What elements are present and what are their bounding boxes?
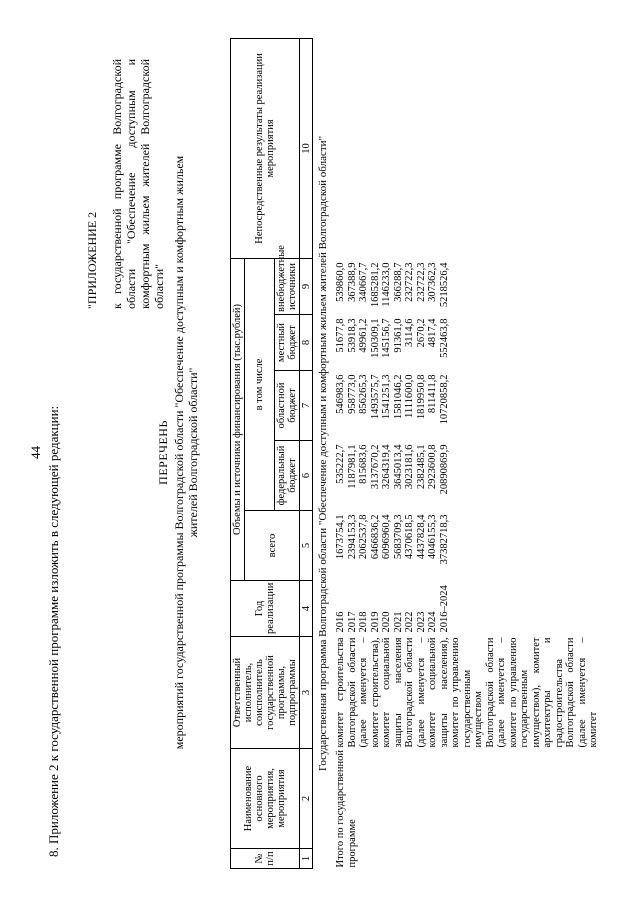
header-federal: федеральный бюджет [275,441,300,511]
year-value: 2022 [404,611,415,633]
header-num: № п/п [231,849,300,869]
local-column [332,315,601,371]
local-value: 53918,3 [346,318,358,353]
header-offbudget: внебюджетные источники [275,258,300,314]
total-label: Итого по государственной программе [335,749,358,868]
regional-value: 1493575,7 [369,374,381,420]
col-number: 10 [300,38,313,258]
local-value: 552463,8 [438,318,450,358]
appendix-subtitle: к государственной программе Волгоградской области "Обеспечение доступным и комфортным жильем жителей Волгоградской области" [110,59,166,309]
federal-value: 2923600,8 [427,444,438,490]
year-value: 2017 [346,611,358,633]
federal-value: 1187981,1 [346,444,358,489]
federal-value: 3264319,4 [381,444,392,490]
header-total: всего [245,511,300,581]
header-regional: областной бюджет [275,371,300,441]
offbudget-value: 1685281,2 [369,262,381,308]
year-value: 2020 [381,611,392,633]
header-executor: Ответственный исполнитель, соисполнитель государственной программы, подпрограммы [231,637,300,749]
offbudget-value: 232722,3 [415,262,427,302]
col-number: 8 [300,315,313,371]
col-number: 5 [300,511,313,581]
federal-value: 535222,7 [335,444,346,484]
header-name: Наименование основного мероприятия, мероприятия [231,749,300,849]
total-value: 4046155,3 [427,514,438,560]
header-incl: в том числе [245,258,275,510]
total-value: 6466836,2 [369,514,381,560]
regional-value: 1819950,8 [415,374,427,420]
federal-value: 815683,6 [358,444,369,484]
federal-value: 3645013,4 [392,444,404,490]
regional-value: 856265,3 [358,374,369,414]
offbudget-value: 1146233,0 [381,262,392,307]
local-value: 51677,8 [335,318,346,353]
col-number: 7 [300,371,313,441]
regional-value: 1111600,0 [404,374,415,418]
total-value: 37382718,3 [438,514,450,565]
col-number: 2 [300,749,313,849]
local-value: 145156,7 [381,318,392,358]
regional-value: 1581046,2 [392,374,404,420]
offbudget-value: 232722,3 [404,262,415,302]
total-value: 4370618,5 [404,514,415,560]
list-subtitle: мероприятий государственной программы Волгоградской области "Обеспечение доступным и комфортным жильем жителей Волгоградской области" [172,155,200,750]
header-volumes: Объемы и источники финансирования (тыс.рублей) [231,258,245,580]
offbudget-value: 539860,0 [335,262,346,302]
federal-value: 2382485,1 [415,444,427,490]
federal-value: 3023181,6 [404,444,415,490]
year-value: 2024 [427,611,438,633]
year-value: 2016–2024 [438,585,450,633]
total-value: 6096960,4 [381,514,392,560]
col-number: 4 [300,581,313,637]
offbudget-value: 307362,3 [427,262,438,302]
executor-cell: комитет строительства Волгоградской области (далее именуется – комитет строительства), комитет социальной защиты населения Волгоградской области (далее именуется – комитет социальной защиты населения), комитет по управлению государственным имуществом Волгоградской области (далее именуется – комитет по управлению государственным имуществом), комитет архитектуры и градостроительства Волгоградской области (далее именуется – комитет [335,637,599,748]
offbudget-value: 5218526,4 [438,262,450,308]
offbudget-value: 366288,7 [392,262,404,302]
program-title: Государственная программа Волгоградской области "Обеспечение доступным и комфортным жильем жителей Волгоградской области" [317,135,329,772]
regional-value: 958773,0 [346,374,358,414]
header-year: Год реализации [231,581,300,637]
page-number: 44 [28,446,43,459]
col-number: 1 [300,849,313,869]
intro-text: 8. Приложение 2 к государственной программе изложить в следующей редакции: [46,405,61,857]
list-title: ПЕРЕЧЕНЬ [156,420,170,485]
local-value: 4817,4 [427,318,438,348]
year-column [332,581,601,637]
year-value: 2021 [392,611,404,633]
total-value: 5683709,3 [392,514,404,560]
total-value: 4437828,4 [415,514,427,560]
year-value: 2019 [369,611,381,633]
year-value: 2018 [358,611,369,633]
regional-value: 546983,6 [335,374,346,414]
federal-value: 20890869,9 [438,444,450,495]
regional-value: 10720858,2 [438,374,450,425]
regional-value: 811411,8 [427,374,438,414]
total-value: 2062537,8 [358,514,369,560]
offbudget-value: 367388,9 [346,262,358,302]
measures-table [230,39,601,869]
total-column [332,511,601,581]
results-cell [332,38,601,258]
header-local: местный бюджет [275,315,300,371]
col-number: 6 [300,441,313,511]
local-value: 3114,6 [404,318,415,347]
local-value: 2670,2 [415,318,427,348]
offbudget-column [332,258,601,314]
local-value: 150309,1 [369,318,381,358]
offbudget-value: 340667,7 [358,262,369,302]
regional-value: 1541251,3 [381,374,392,420]
total-value: 1673754,1 [335,514,346,560]
total-value: 2394153,3 [346,514,358,560]
federal-column [332,441,601,511]
appendix-title: "ПРИЛОЖЕНИЕ 2 [85,211,99,309]
federal-value: 3137670,2 [369,444,381,490]
regional-column [332,371,601,441]
local-value: 49961,2 [358,318,369,353]
col-number: 3 [300,637,313,749]
year-value: 2023 [415,611,427,633]
col-number: 9 [300,258,313,314]
header-results: Непосредственные результаты реализации мероприятия [231,38,300,258]
year-value: 2016 [335,611,346,633]
local-value: 91361,0 [392,318,404,353]
